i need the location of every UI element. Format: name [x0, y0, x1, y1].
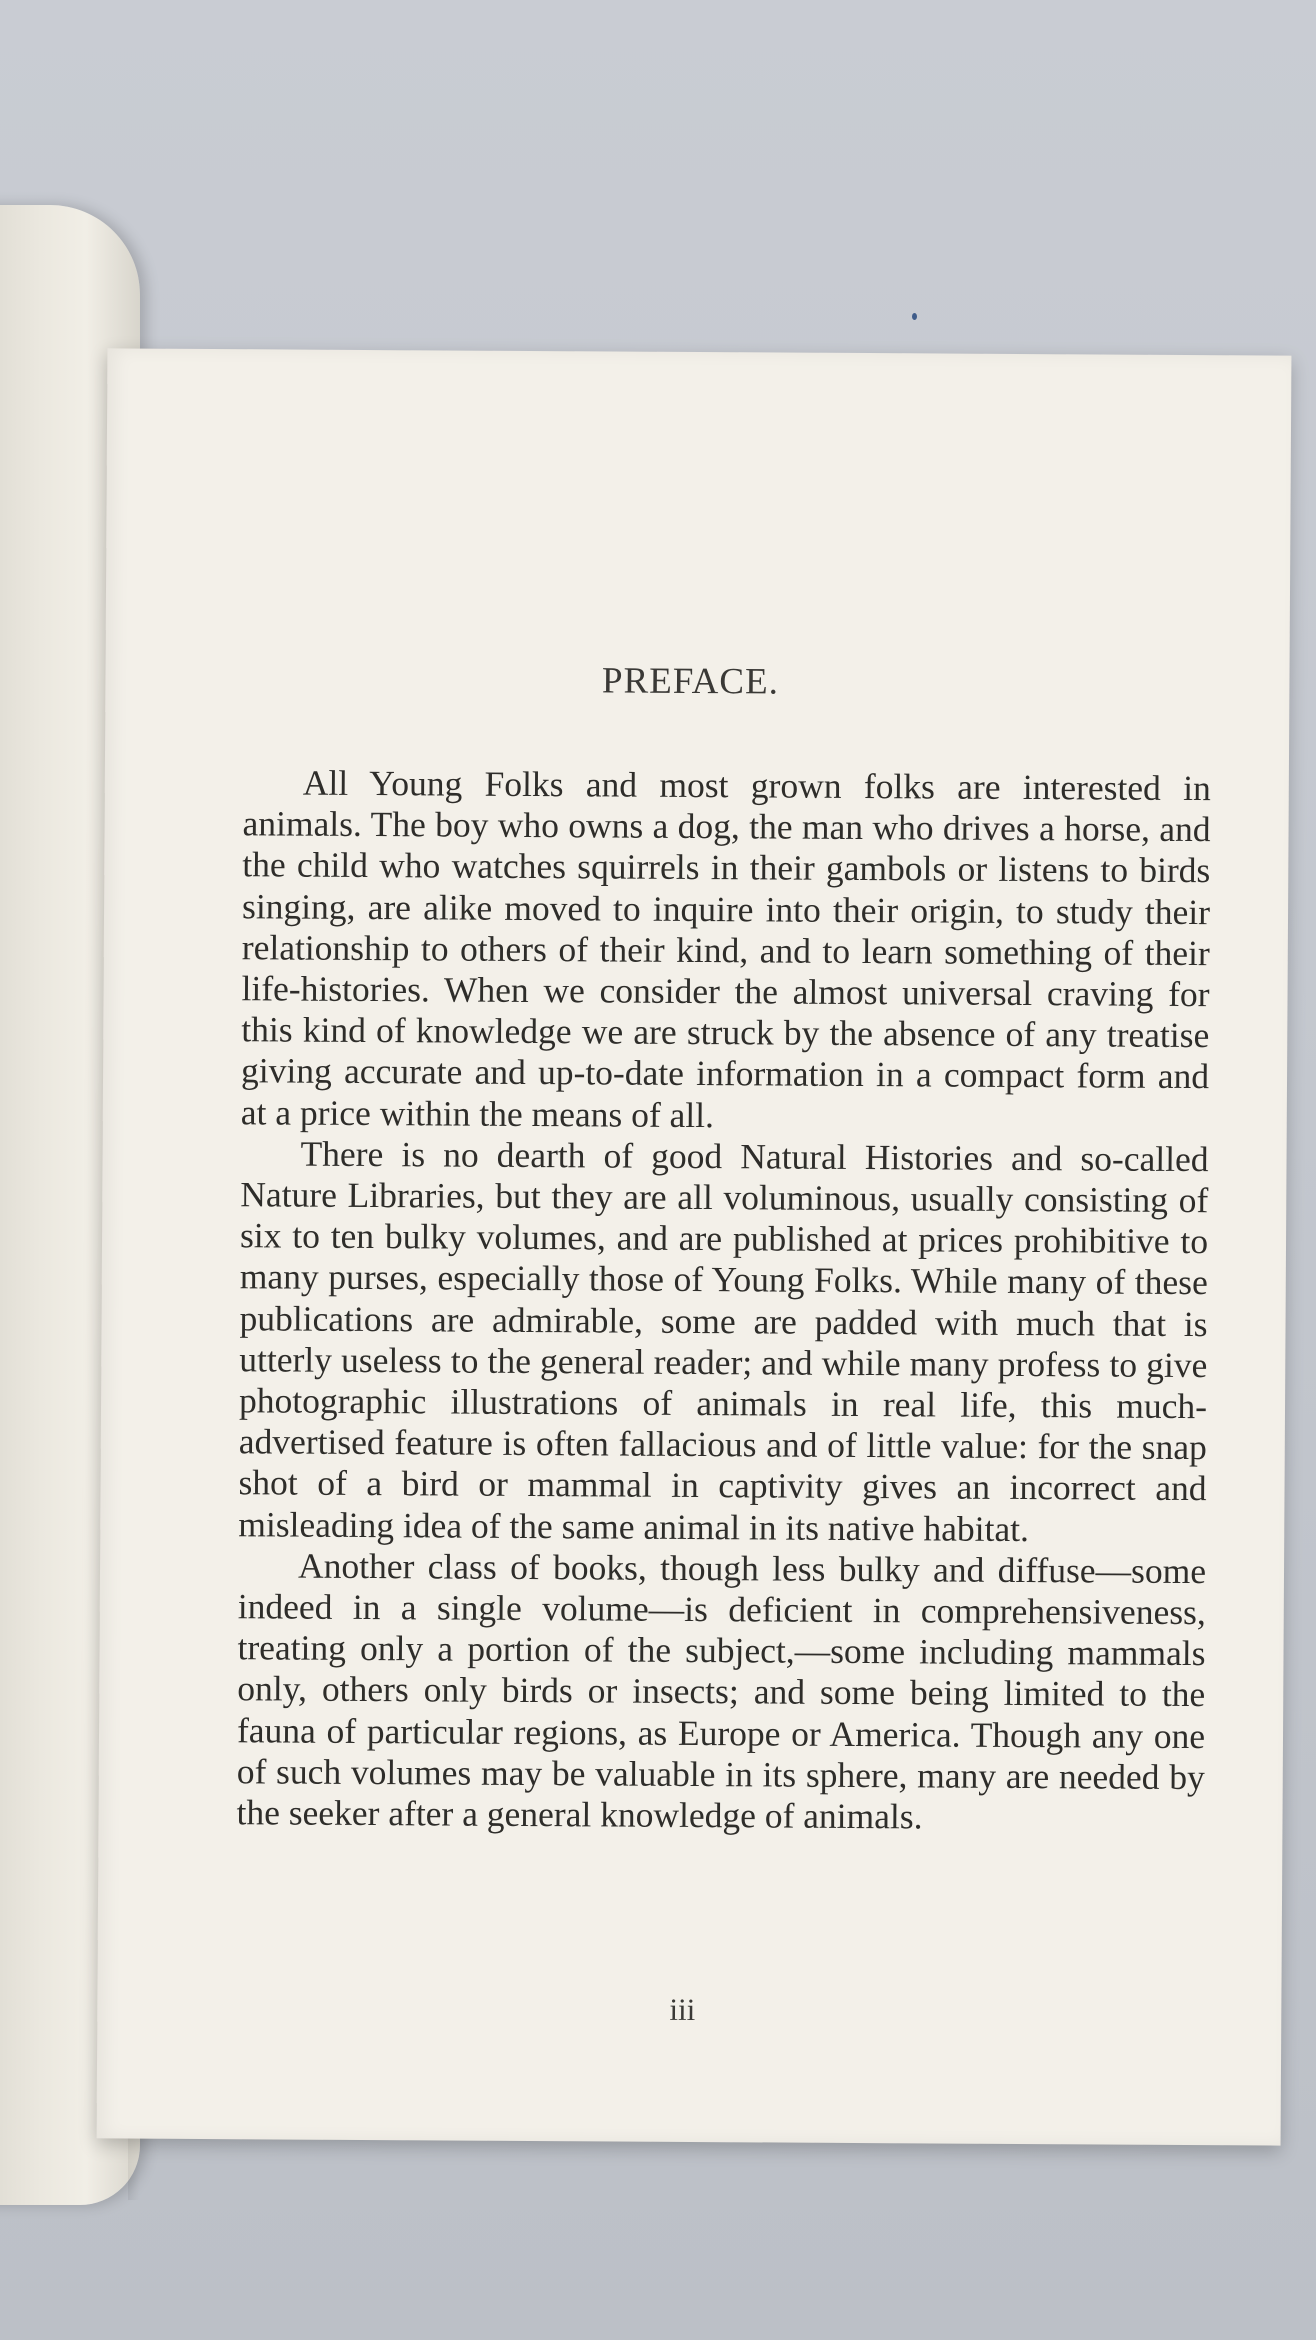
page-title: PREFACE.: [601, 660, 780, 703]
paragraph: There is no dearth of good Natural Histories and so-called Nature Libraries, but they are all voluminous, usually consisting of six to ten bulky volumes, and are published at prices prohibitive to many purses, especially those of Young Folks. While many of these publications are admirable, some are padded with much that is utterly useless to the general reader; and while many profess to give photographic illustrations of animals in real life, this much-advertised feature is often fallacious and of little value: for the snap shot of a bird or mammal in captivity gives an incorrect and misleading idea of the same animal in its native habitat.: [238, 1133, 1209, 1549]
book-page: [97, 348, 1292, 2145]
paragraph: Another class of books, though less bulky and diffuse—some indeed in a single volume—is deficient in comprehensiveness, treating only a portion of the subject,—some including mammals only, others only birds or insects; and some being limited to the fauna of particular regions, as Europe or America. Though any one of such volumes may be valuable in its sphere, many are needed by the seeker after a general knowledge of animals.: [236, 1545, 1207, 1837]
paragraph: All Young Folks and most grown folks are interested in animals. The boy who owns a dog, the man who drives a horse, and the child who watches squirrels in their gambols or listens to birds singing, are alike moved to inquire into their origin, to study their relationship to others of their kind, and to learn something of their life-histories. When we consider the almost universal craving for this kind of knowledge we are struck by the absence of any treatise giving accurate and up-to-date information in a compact form and at a price within the means of all.: [240, 762, 1211, 1135]
page-content: [147, 349, 1228, 2146]
page-number: iii: [669, 1991, 696, 2028]
dust-speck: [912, 313, 917, 320]
preface-body: [236, 762, 1211, 1839]
